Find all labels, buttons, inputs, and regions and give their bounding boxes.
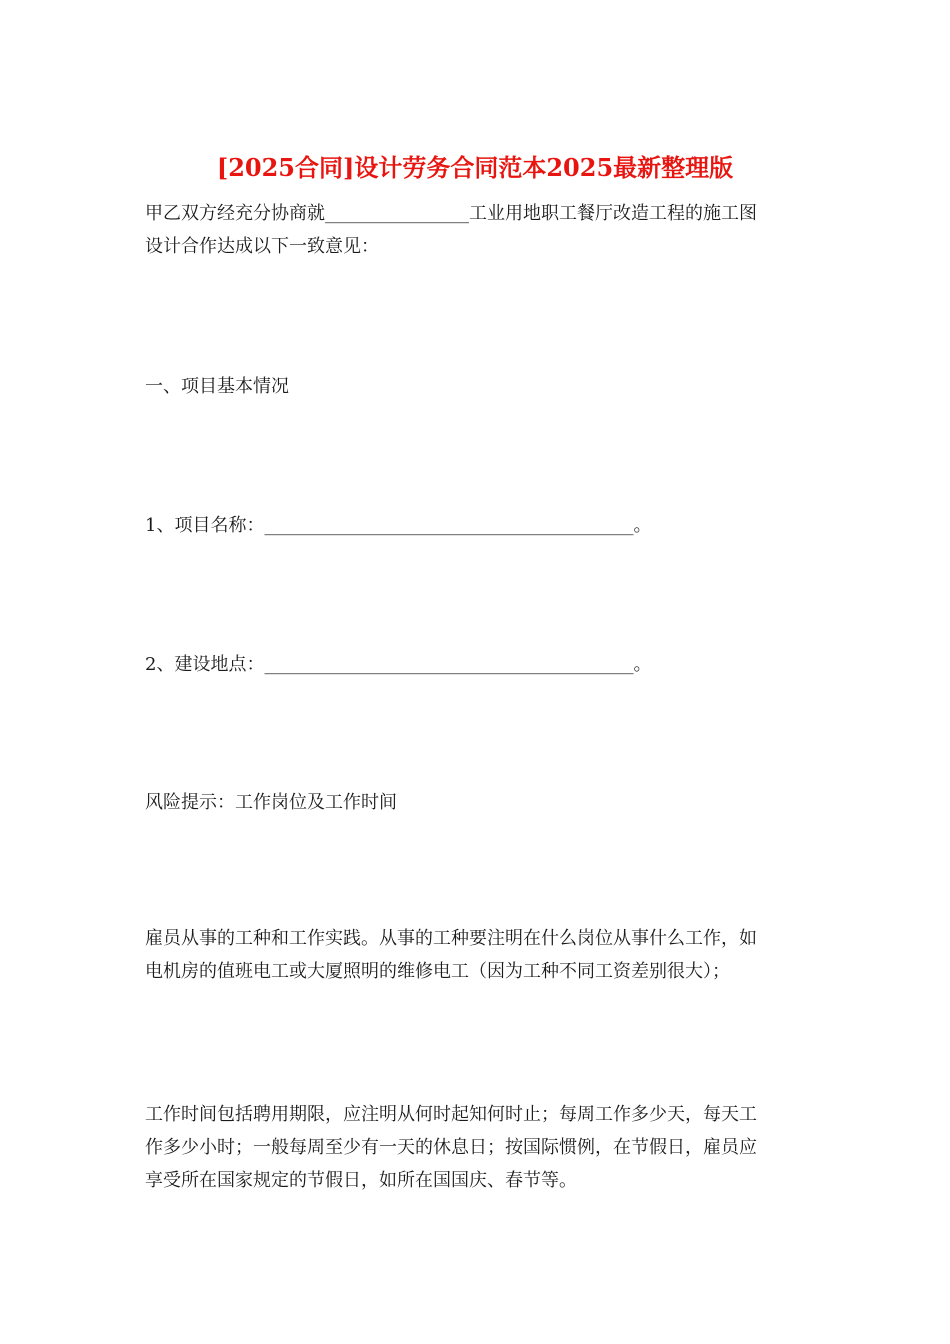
intro-line-2: 设计合作达成以下一致意见： (145, 236, 379, 257)
intro-paragraph (145, 197, 810, 263)
risk-notice-heading (145, 786, 810, 819)
project-name-field (145, 509, 810, 542)
construction-site-text: 2、建设地点：_________________________________________。 (145, 654, 652, 675)
job-type-paragraph (145, 922, 810, 988)
construction-site-field (145, 648, 810, 681)
document-title: [2025合同]设计劳务合同范本2025最新整理版 (216, 153, 734, 182)
working-hours-line-1: 工作时间包括聘用期限，应注明从何时起知何时止；每周工作多少天，每天工 (145, 1104, 757, 1125)
risk-notice-text: 风险提示：工作岗位及工作时间 (145, 792, 397, 813)
project-name-text: 1、项目名称：_________________________________________。 (145, 515, 652, 536)
section-heading-project-info (145, 370, 810, 403)
intro-line-1: 甲乙双方经充分协商就________________工业用地职工餐厅改造工程的施工图 (145, 203, 757, 224)
working-hours-line-2: 作多少小时；一般每周至少有一天的休息日；按国际惯例，在节假日，雇员应 (145, 1137, 757, 1158)
job-type-line-2: 电机房的值班电工或大厦照明的维修电工（因为工种不同工资差别很大）； (145, 961, 730, 982)
working-hours-line-3: 享受所在国家规定的节假日，如所在国国庆、春节等。 (145, 1170, 577, 1191)
working-hours-paragraph (145, 1098, 810, 1197)
job-type-line-1: 雇员从事的工种和工作实践。从事的工种要注明在什么岗位从事什么工作，如 (145, 928, 757, 949)
section-heading-text: 一、项目基本情况 (145, 376, 289, 397)
